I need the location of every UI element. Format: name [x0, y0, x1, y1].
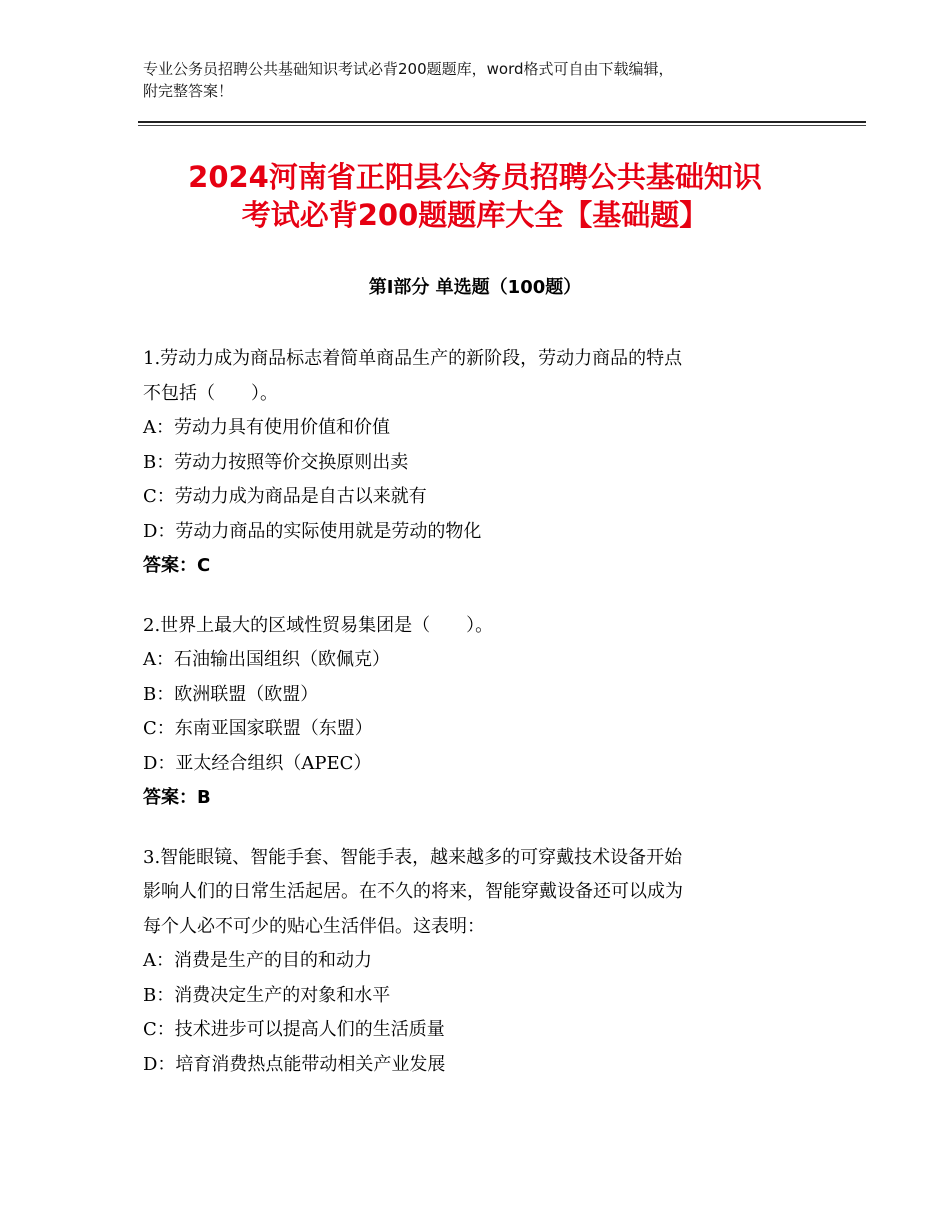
answer: 答案：C — [143, 555, 211, 576]
option-d: D：培育消费热点能带动相关产业发展 — [143, 1053, 446, 1075]
header-rule-thin — [138, 125, 866, 126]
option-a: A：消费是生产的目的和动力 — [143, 950, 372, 971]
option-c: C：劳动力成为商品是自古以来就有 — [143, 486, 427, 507]
header-note — [143, 58, 823, 102]
option-a: A：劳动力具有使用价值和价值 — [143, 417, 390, 438]
question-3 — [143, 841, 823, 1083]
option-a: A：石油输出国组织（欧佩克） — [143, 649, 390, 670]
header-note-line: 附完整答案！ — [143, 82, 234, 100]
option-b: B：消费决定生产的对象和水平 — [143, 984, 391, 1006]
question-2 — [143, 609, 823, 816]
document-title — [100, 158, 850, 234]
question-1 — [143, 342, 823, 584]
question-stem: 不包括（ ）。 — [143, 382, 278, 404]
option-c: C：技术进步可以提高人们的生活质量 — [143, 1019, 445, 1040]
option-d: D：亚太经合组织（APEC） — [143, 752, 372, 774]
header-note-line: 专业公务员招聘公共基础知识考试必背200题题库，word格式可自由下载编辑， — [143, 60, 674, 78]
header-rule — [138, 121, 866, 123]
question-stem: 1.劳动力成为商品标志着简单商品生产的新阶段，劳动力商品的特点 — [143, 348, 683, 369]
question-stem: 2.世界上最大的区域性贸易集团是（ ）。 — [143, 614, 494, 636]
question-stem: 每个人必不可少的贴心生活伴侣。这表明： — [143, 915, 485, 937]
title-line: 2024河南省正阳县公务员招聘公共基础知识 — [188, 160, 762, 194]
title-line: 考试必背200题题库大全【基础题】 — [241, 198, 709, 232]
option-c: C：东南亚国家联盟（东盟） — [143, 718, 373, 739]
option-d: D：劳动力商品的实际使用就是劳动的物化 — [143, 520, 482, 542]
option-b: B：欧洲联盟（欧盟） — [143, 683, 319, 705]
question-stem: 3.智能眼镜、智能手套、智能手表，越来越多的可穿戴技术设备开始 — [143, 846, 683, 868]
answer: 答案：B — [143, 787, 211, 808]
question-stem: 影响人们的日常生活起居。在不久的将来，智能穿戴设备还可以成为 — [143, 881, 683, 902]
section-title: 第Ⅰ部分 单选题（100题） — [368, 277, 582, 298]
question-list — [143, 342, 823, 1107]
option-b: B：劳动力按照等价交换原则出卖 — [143, 451, 409, 473]
